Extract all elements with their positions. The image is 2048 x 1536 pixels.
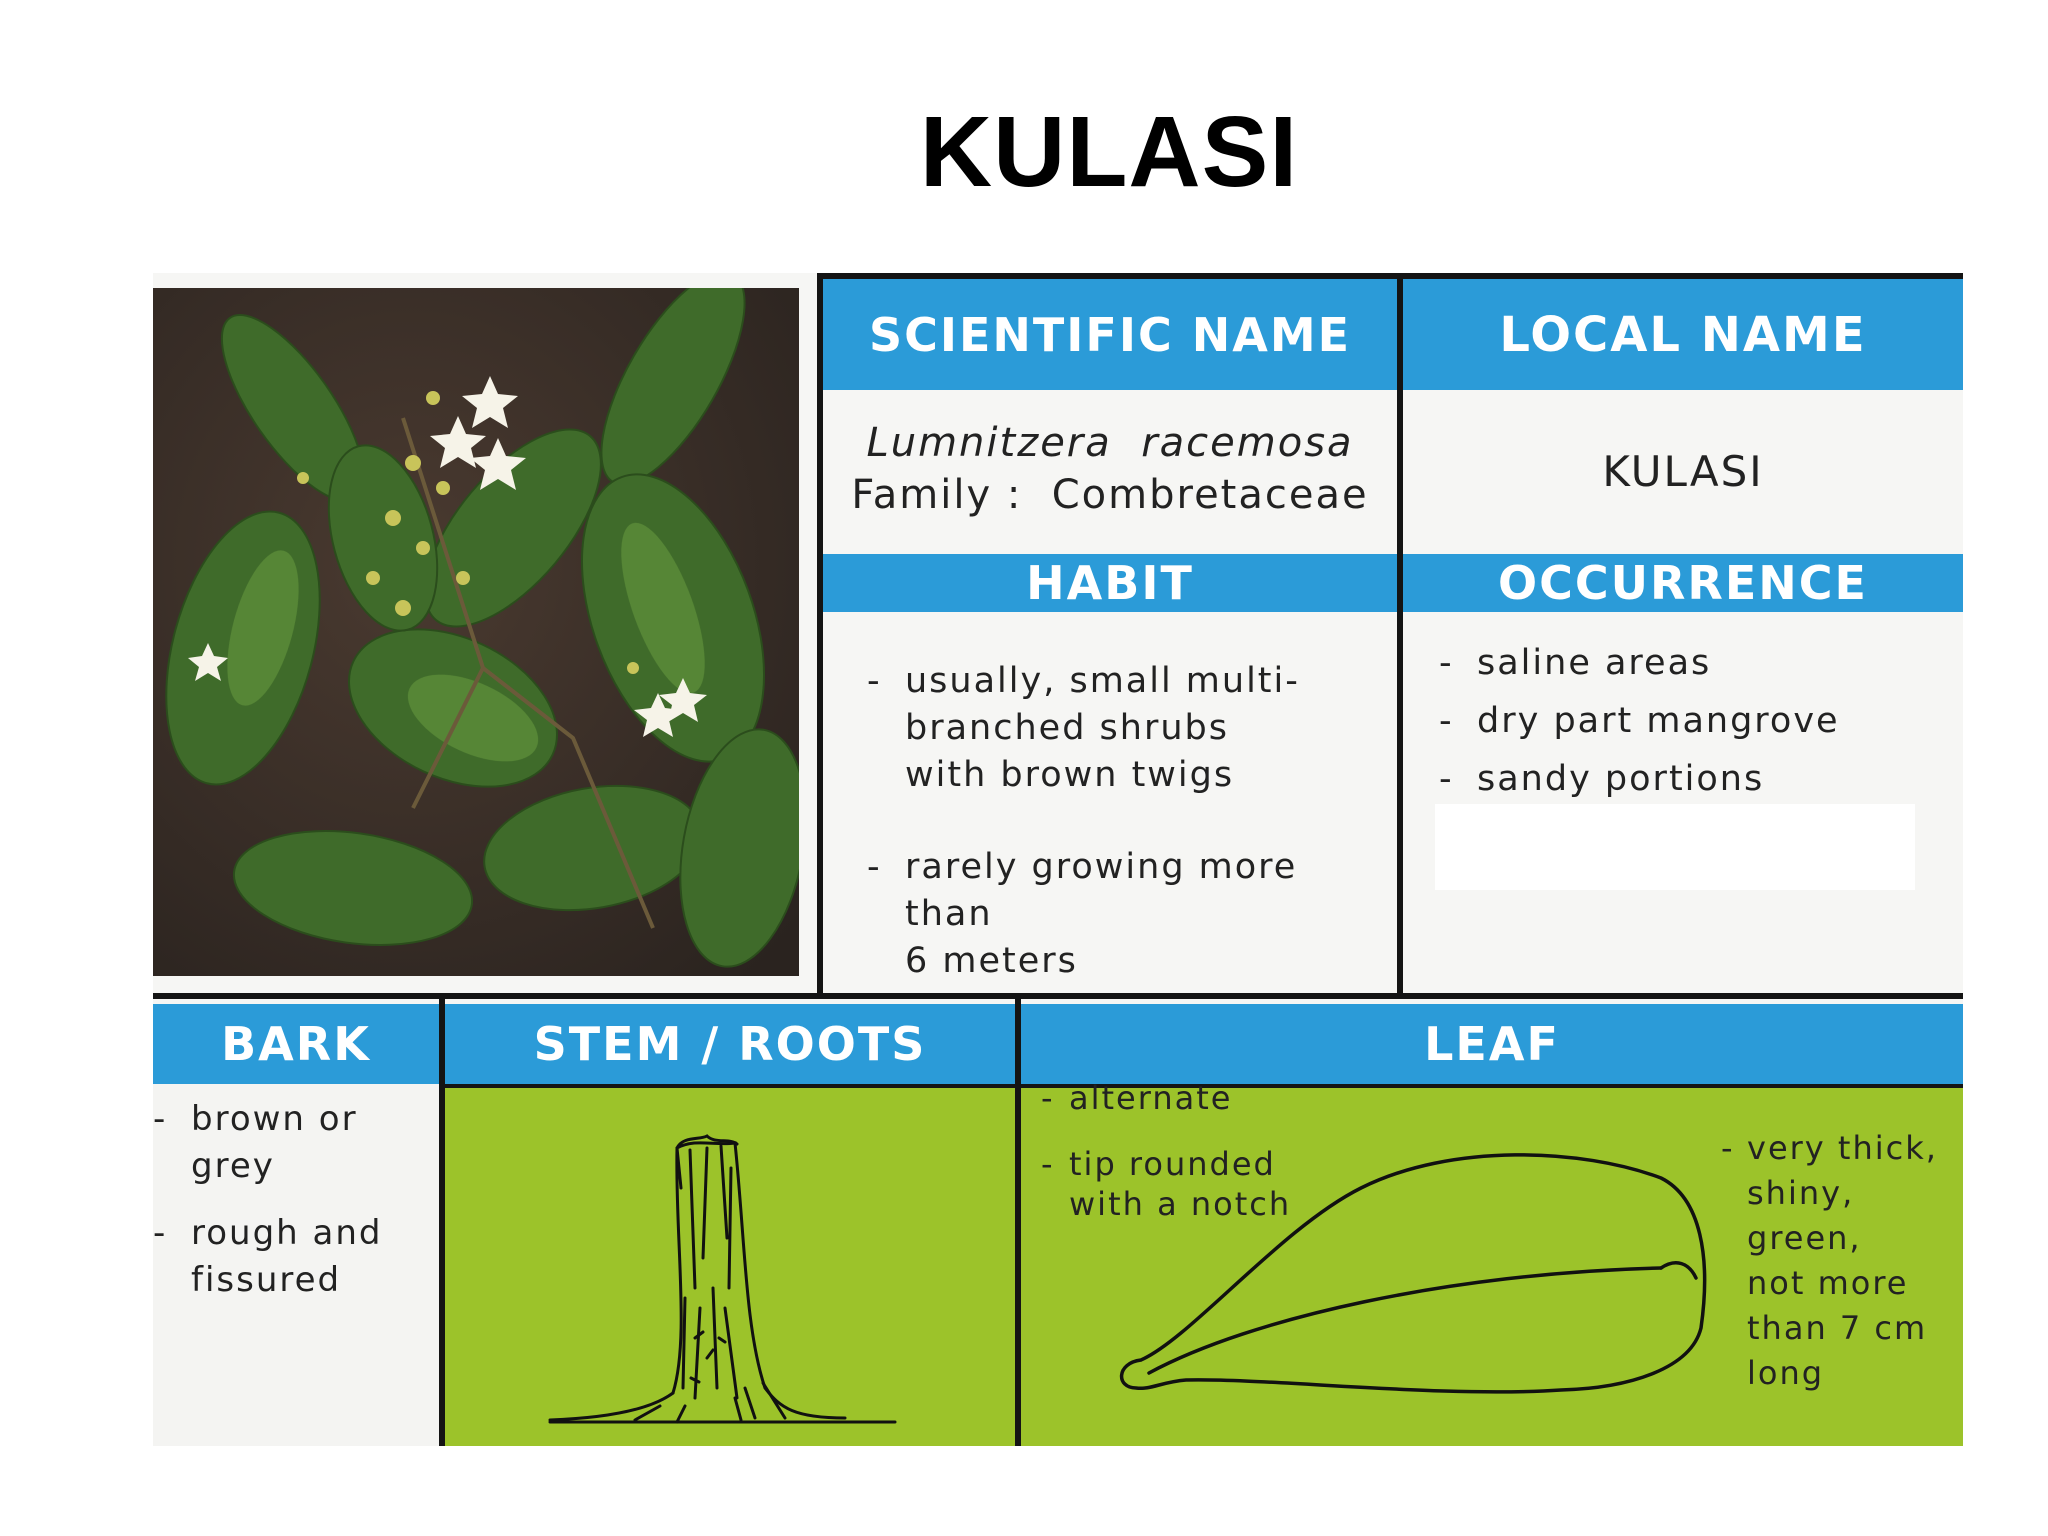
local-name-cell xyxy=(1403,396,1963,546)
occurrence-item: - sandy portions xyxy=(1439,750,1840,808)
header-bark-label: BARK xyxy=(221,1017,371,1071)
occurrence-cell xyxy=(1403,618,1963,993)
habit-item xyxy=(867,844,1397,985)
habit-list xyxy=(867,658,1397,985)
bark-list xyxy=(153,1096,439,1304)
header-occurrence xyxy=(1403,554,1963,612)
leaf-item-line: not more xyxy=(1747,1264,1909,1302)
header-habit xyxy=(823,554,1397,612)
leaf-item-line: than 7 cm xyxy=(1747,1309,1928,1347)
occurrence-item: - saline areas xyxy=(1439,634,1840,692)
bark-item-line: - brown or grey xyxy=(191,1099,358,1186)
plant-photo-image xyxy=(153,288,799,976)
leaf-item-line: long xyxy=(1747,1354,1825,1392)
leaf-drawing xyxy=(1021,1088,1963,1446)
leaf-item-line: - alternate xyxy=(1069,1079,1233,1117)
bark-item-line: fissured xyxy=(191,1260,342,1300)
habit-item-line: with brown twigs xyxy=(905,755,1235,795)
family-name: Family : Combretaceae xyxy=(851,472,1369,518)
habit-item-line: - rarely growing more than xyxy=(905,847,1298,934)
leaf-item-line: - tip rounded xyxy=(1069,1145,1276,1183)
plant-photo xyxy=(153,288,799,976)
header-habit-label: HABIT xyxy=(1026,556,1194,610)
habit-item-line: branched shrubs xyxy=(905,708,1229,748)
leaf-item-line: - very thick, xyxy=(1747,1129,1938,1167)
row-divider xyxy=(153,993,1963,999)
bark-item xyxy=(153,1210,439,1304)
habit-item-line: - usually, small multi- xyxy=(905,661,1300,701)
page-title: KULASI xyxy=(919,96,1299,208)
header-local-name-label: LOCAL NAME xyxy=(1499,306,1867,363)
occurrence-list xyxy=(1439,634,1840,808)
blank-redaction-box xyxy=(1435,804,1915,890)
header-local-name xyxy=(1403,279,1963,390)
header-scientific-name xyxy=(823,279,1397,390)
bark-cell xyxy=(153,1084,439,1446)
header-bark xyxy=(153,1004,439,1084)
leaf-cell xyxy=(1021,1079,1963,1446)
header-occurrence-label: OCCURRENCE xyxy=(1498,556,1868,610)
header-leaf xyxy=(1021,1004,1963,1084)
local-name-value: KULASI xyxy=(1602,446,1764,496)
bark-item xyxy=(153,1096,439,1190)
header-stem-roots xyxy=(445,1004,1015,1084)
habit-item xyxy=(867,658,1397,799)
species-card xyxy=(153,273,1963,1446)
header-leaf-label: LEAF xyxy=(1424,1017,1560,1071)
leaf-item-line: with a notch xyxy=(1069,1185,1292,1223)
leaf-item-line: shiny, green, xyxy=(1747,1174,1862,1257)
occurrence-item: - dry part mangrove xyxy=(1439,692,1840,750)
habit-item-line: 6 meters xyxy=(905,941,1078,981)
habit-cell xyxy=(823,618,1397,993)
species-name: Lumnitzera racemosa xyxy=(866,420,1354,466)
bark-item-line: - rough and xyxy=(191,1213,383,1253)
stem-roots-cell xyxy=(445,1088,1015,1446)
header-stem-roots-label: STEM / ROOTS xyxy=(533,1017,927,1071)
scientific-name-cell xyxy=(823,396,1397,546)
header-scientific-name-label: SCIENTIFIC NAME xyxy=(868,307,1352,362)
tree-trunk-drawing xyxy=(445,1088,1015,1446)
